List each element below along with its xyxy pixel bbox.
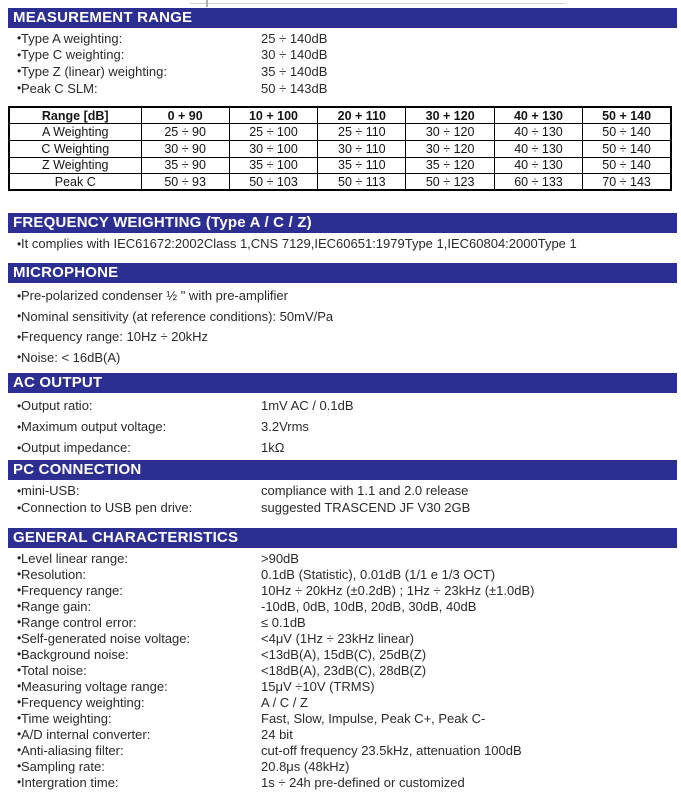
section-header-bar: [8, 213, 677, 233]
bullet-icon: •: [17, 599, 22, 614]
spec-item: [0, 758, 681, 774]
bullet-icon: •: [17, 551, 22, 566]
table-header-cell: 10 + 100: [229, 107, 317, 124]
item-value: ≤ 0.1dB: [261, 614, 306, 630]
item-value: <18dB(A), 23dB(C), 28dB(Z): [261, 662, 427, 678]
item-value: -10dB, 0dB, 10dB, 20dB, 30dB, 40dB: [261, 598, 477, 614]
item-label: Nominal sensitivity (at reference conditions): 50mV/Pa: [21, 308, 334, 324]
range-value-cell: 50 ÷ 140: [583, 141, 671, 158]
item-value: >90dB: [261, 550, 299, 566]
bullet-icon: •: [17, 775, 22, 790]
spec-item: [0, 63, 681, 80]
item-label: Total noise:: [21, 662, 87, 678]
bullet-icon: •: [17, 309, 22, 324]
spec-item: [0, 614, 681, 630]
table-row: [9, 174, 671, 191]
range-value-cell: 40 ÷ 130: [494, 141, 582, 158]
spec-item: [0, 774, 681, 790]
item-value: 30 ÷ 140dB: [261, 47, 328, 63]
range-value-cell: 35 ÷ 100: [229, 157, 317, 174]
item-label: Output impedance:: [21, 440, 131, 456]
table-header-cell: 40 + 130: [494, 107, 582, 124]
table-header-cell: 20 + 110: [318, 107, 406, 124]
item-value: compliance with 1.1 and 2.0 release: [261, 483, 469, 499]
range-value-cell: 30 ÷ 120: [406, 141, 494, 158]
section-title: AC OUTPUT: [13, 374, 103, 392]
table-row: [9, 124, 671, 141]
item-label: Maximum output voltage:: [21, 419, 167, 435]
table-header-cell: 30 + 120: [406, 107, 494, 124]
item-value: 0.1dB (Statistic), 0.01dB (1/1 e 1/3 OCT): [261, 566, 496, 582]
range-value-cell: 25 ÷ 110: [318, 124, 406, 141]
bullet-icon: •: [17, 47, 22, 62]
bullet-icon: •: [17, 440, 22, 455]
range-value-cell: 35 ÷ 110: [318, 157, 406, 174]
item-label: Anti-aliasing filter:: [21, 742, 124, 758]
range-value-cell: 60 ÷ 133: [494, 174, 582, 191]
section-pc-connection: [0, 460, 681, 516]
spec-item: [0, 326, 681, 347]
spec-item: [0, 235, 681, 252]
bullet-icon: •: [17, 64, 22, 79]
section-ac-output: [0, 373, 681, 458]
section-items: [0, 285, 681, 367]
spec-item: [0, 285, 681, 306]
section-general-characteristics: [0, 528, 681, 790]
section-title: PC CONNECTION: [13, 461, 142, 479]
item-value: 1s ÷ 24h pre-defined or customized: [261, 774, 465, 790]
bullet-icon: •: [17, 483, 22, 498]
range-value-cell: 40 ÷ 130: [494, 124, 582, 141]
section-title: FREQUENCY WEIGHTING (Type A / C / Z): [13, 214, 312, 232]
spec-item: [0, 742, 681, 758]
section-items: [0, 482, 681, 516]
bullet-icon: •: [17, 679, 22, 694]
item-label: Noise: < 16dB(A): [21, 349, 121, 365]
spec-item: [0, 499, 681, 516]
item-label: Range control error:: [21, 614, 137, 630]
item-value: <4μV (1Hz ÷ 23kHz linear): [261, 630, 414, 646]
section-items: [0, 395, 681, 458]
spec-item: [0, 582, 681, 598]
item-value: 1mV AC / 0.1dB: [261, 398, 354, 414]
section-items: [0, 550, 681, 790]
item-value: 3.2Vrms: [261, 419, 309, 435]
item-label: Frequency range: 10Hz ÷ 20kHz: [21, 329, 209, 345]
section-header-bar: [8, 528, 677, 548]
bullet-icon: •: [17, 711, 22, 726]
section-title: MEASUREMENT RANGE: [13, 9, 193, 26]
bullet-icon: •: [17, 759, 22, 774]
spec-item: [0, 646, 681, 662]
item-label: Resolution:: [21, 566, 87, 582]
range-value-cell: 40 ÷ 130: [494, 157, 582, 174]
item-label: Frequency range:: [21, 582, 123, 598]
table-header-cell: 0 + 90: [141, 107, 229, 124]
bullet-icon: •: [17, 419, 22, 434]
section-items: [0, 235, 681, 252]
range-value-cell: 35 ÷ 120: [406, 157, 494, 174]
row-label-cell: Z Weighting: [9, 157, 141, 174]
bullet-icon: •: [17, 583, 22, 598]
range-value-cell: 50 ÷ 140: [583, 124, 671, 141]
spec-item: [0, 662, 681, 678]
bullet-icon: •: [17, 288, 22, 303]
item-label: Type Z (linear) weighting:: [21, 63, 167, 79]
range-value-cell: 70 ÷ 143: [583, 174, 671, 191]
spec-item: [0, 726, 681, 742]
item-label: Range gain:: [21, 598, 92, 614]
spec-item: [0, 306, 681, 327]
item-value: 1kΩ: [261, 440, 285, 456]
range-value-cell: 35 ÷ 90: [141, 157, 229, 174]
table-header-row: [9, 107, 671, 124]
spec-item: [0, 710, 681, 726]
range-value-cell: 30 ÷ 120: [406, 124, 494, 141]
item-value: 10Hz ÷ 20kHz (±0.2dB) ; 1Hz ÷ 23kHz (±1.0dB): [261, 582, 535, 598]
item-label: Type A weighting:: [21, 30, 123, 46]
item-label: Connection to USB pen drive:: [21, 500, 193, 516]
spec-item: [0, 694, 681, 710]
section-frequency-weighting: [0, 213, 681, 252]
spec-item: [0, 80, 681, 97]
table-header-cell: 50 + 140: [583, 107, 671, 124]
range-value-cell: 50 ÷ 140: [583, 157, 671, 174]
item-value: suggested TRASCEND JF V30 2GB: [261, 500, 471, 516]
item-value: 24 bit: [261, 726, 293, 742]
spec-item: [0, 395, 681, 416]
spec-item: [0, 630, 681, 646]
bullet-icon: •: [17, 615, 22, 630]
item-value: 25 ÷ 140dB: [261, 30, 328, 46]
range-value-cell: 30 ÷ 110: [318, 141, 406, 158]
item-value: cut-off frequency 23.5kHz, attenuation 100dB: [261, 742, 522, 758]
row-label-cell: A Weighting: [9, 124, 141, 141]
spec-item: [0, 598, 681, 614]
range-table: [8, 106, 672, 191]
item-label: Frequency weighting:: [21, 694, 145, 710]
range-value-cell: 30 ÷ 100: [229, 141, 317, 158]
item-label: Intergration time:: [21, 774, 119, 790]
spec-item: [0, 678, 681, 694]
spec-item: [0, 347, 681, 368]
item-label: Type C weighting:: [21, 47, 125, 63]
bullet-icon: •: [17, 329, 22, 344]
range-table-head: [9, 107, 671, 124]
bullet-icon: •: [17, 631, 22, 646]
item-value: 50 ÷ 143dB: [261, 80, 328, 96]
item-value: <13dB(A), 15dB(C), 25dB(Z): [261, 646, 427, 662]
item-label: Level linear range:: [21, 550, 128, 566]
spec-item: [0, 47, 681, 64]
item-value: 20.8μs (48kHz): [261, 758, 350, 774]
item-value: A / C / Z: [261, 694, 308, 710]
bullet-icon: •: [17, 647, 22, 662]
row-label-cell: C Weighting: [9, 141, 141, 158]
bullet-icon: •: [17, 350, 22, 365]
item-label: mini-USB:: [21, 483, 80, 499]
bullet-icon: •: [17, 31, 22, 46]
range-value-cell: 50 ÷ 113: [318, 174, 406, 191]
item-label: Background noise:: [21, 646, 129, 662]
section-microphone: [0, 263, 681, 367]
bullet-icon: •: [17, 567, 22, 582]
section-title: GENERAL CHARACTERISTICS: [13, 529, 239, 547]
bullet-icon: •: [17, 727, 22, 742]
item-label: Self-generated noise voltage:: [21, 630, 191, 646]
range-value-cell: 30 ÷ 90: [141, 141, 229, 158]
spec-item: [0, 482, 681, 499]
section-title: MICROPHONE: [13, 264, 119, 282]
bullet-icon: •: [17, 695, 22, 710]
item-label: A/D internal converter:: [21, 726, 151, 742]
item-value: Fast, Slow, Impulse, Peak C+, Peak C-: [261, 710, 486, 726]
section-items: [0, 30, 681, 96]
section-header-bar: [8, 263, 677, 283]
spec-item: [0, 437, 681, 458]
section-header-bar: [8, 8, 677, 28]
range-value-cell: 25 ÷ 100: [229, 124, 317, 141]
item-label: Peak C SLM:: [21, 80, 98, 96]
item-label: Measuring voltage range:: [21, 678, 168, 694]
section-header-bar: [8, 373, 677, 393]
bullet-icon: •: [17, 236, 22, 251]
spec-item: [0, 30, 681, 47]
item-value: 35 ÷ 140dB: [261, 63, 328, 79]
item-label: Pre-polarized condenser ½ " with pre-amplifier: [21, 288, 288, 304]
table-row: [9, 141, 671, 158]
bullet-icon: •: [17, 500, 22, 515]
bullet-icon: •: [17, 398, 22, 413]
item-value: 15μV ÷10V (TRMS): [261, 678, 375, 694]
table-header-range-cell: Range [dB]: [9, 107, 141, 124]
bullet-icon: •: [17, 81, 22, 96]
range-value-cell: 50 ÷ 103: [229, 174, 317, 191]
spec-item: [0, 566, 681, 582]
item-label: Output ratio:: [21, 398, 93, 414]
row-label-cell: Peak C: [9, 174, 141, 191]
bullet-icon: •: [17, 743, 22, 758]
range-value-cell: 50 ÷ 123: [406, 174, 494, 191]
spec-item: [0, 550, 681, 566]
item-label: Time weighting:: [21, 710, 112, 726]
item-label: It complies with IEC61672:2002Class 1,CNS 7129,IEC60651:1979Type 1,IEC60804:2000Type 1: [21, 236, 577, 252]
section-header-bar: [8, 460, 677, 480]
range-table-body: [9, 124, 671, 190]
range-value-cell: 50 ÷ 93: [141, 174, 229, 191]
range-value-cell: 25 ÷ 90: [141, 124, 229, 141]
bullet-icon: •: [17, 663, 22, 678]
section-measurement-range: [0, 8, 681, 96]
item-label: Sampling rate:: [21, 758, 105, 774]
spec-item: [0, 416, 681, 437]
table-row: [9, 157, 671, 174]
